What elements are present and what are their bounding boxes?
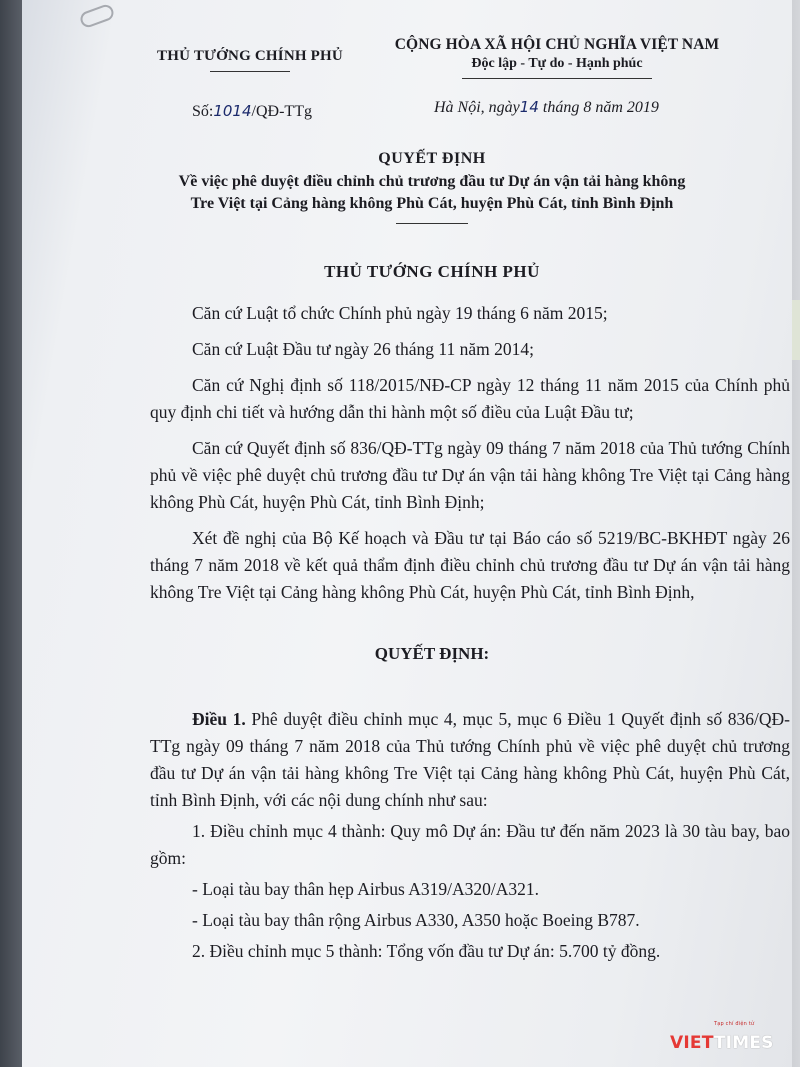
article-1-intro-text: Phê duyệt điều chỉnh mục 4, mục 5, mục 6 Điều 1 Quyết định số 836/QĐ-TTg ngày 09 tháng 7 năm 2018 của Thủ tướng Chính phủ về việc phê duyệt chủ trương đầu tư Dự án vận tải hàng không Tre Việt tại Cảng hàng không Phù Cát, huyện Phù Cát, tỉnh Bình Định, với các nội dung chính như sau: [150,709,791,810]
article-1 [150,706,790,969]
document-subject-line-1: Về việc phê duyệt điều chỉnh chủ trương đầu tư Dự án vận tải hàng không [178,173,686,190]
national-header [382,36,732,79]
authority-heading: THỦ TƯỚNG CHÍNH PHỦ [324,262,540,281]
date-prefix: Hà Nội, ngày [434,99,520,116]
date-day-handwritten: 14 [519,98,539,116]
document-number-suffix: /QĐ-TTg [251,103,312,120]
logo-wordmark-viet: VIET [670,1033,714,1053]
article-1-bullet-1: - Loại tàu bay thân hẹp Airbus A319/A320/A321. [192,879,540,899]
logo-wordmark [670,1033,774,1053]
article-1-item-2: 2. Điều chỉnh mục 5 thành: Tổng vốn đầu tư Dự án: 5.700 tỷ đồng. [192,941,661,961]
document-page [22,0,792,1067]
title-underline [396,223,468,224]
document-number-prefix: Số: [192,103,214,120]
national-motto: Độc lập - Tự do - Hạnh phúc [471,56,643,71]
issuing-authority [150,48,350,72]
logo-wordmark-times: TIMES [713,1033,774,1053]
legal-basis: Căn cứ Quyết định số 836/QĐ-TTg ngày 09 tháng 7 năm 2018 của Thủ tướng Chính phủ về việc phê duyệt chủ trương đầu tư Dự án vận tải hàng không Tre Việt tại Cảng hàng không Phù Cát, huyện Phù Cát, tỉnh Bình Định; [150,438,790,512]
header-left-underline [210,71,290,72]
logo-tagline: Tạp chí điện tử [714,1021,755,1027]
legal-basis: Căn cứ Luật tổ chức Chính phủ ngày 19 tháng 6 năm 2015; [192,303,608,323]
article-1-intro [150,706,790,814]
date-suffix: tháng 8 năm 2019 [538,99,659,116]
article-1-item-1: 1. Điều chỉnh mục 4 thành: Quy mô Dự án: Đầu tư đến năm 2023 là 30 tàu bay, bao gồm: [150,821,790,868]
document-number-handwritten: 1014 [213,102,252,120]
article-1-bullet-2: - Loại tàu bay thân rộng Airbus A330, A350 hoặc Boeing B787. [192,910,640,930]
paperclip-icon [78,3,115,30]
legal-bases [150,300,790,615]
legal-basis: Căn cứ Luật Đầu tư ngày 26 tháng 11 năm 2014; [192,339,535,359]
document-type: QUYẾT ĐỊNH [378,150,486,167]
document-subject-line-2: Tre Việt tại Cảng hàng không Phù Cát, huyện Phù Cát, tỉnh Bình Định [190,195,674,212]
header-right-underline [462,78,652,79]
legal-basis: Xét đề nghị của Bộ Kế hoạch và Đầu tư tại Báo cáo số 5219/BC-BKHĐT ngày 26 tháng 7 năm 2018 về kết quả thẩm định điều chỉnh chủ trương đầu tư Dự án vận tải hàng không Tre Việt tại Cảng hàng không Phù Cát, huyện Phù Cát, tỉnh Bình Định, [150,528,790,602]
article-1-label: Điều 1. [192,709,246,729]
decision-heading: QUYẾT ĐỊNH: [374,644,490,663]
viettimes-logo [670,1019,790,1057]
document-number [192,102,312,121]
issuing-authority-name: THỦ TƯỚNG CHÍNH PHỦ [157,48,343,64]
place-and-date [434,98,659,117]
national-title: CỘNG HÒA XÃ HỘI CHỦ NGHĨA VIỆT NAM [394,36,720,53]
document-title [122,150,742,224]
legal-basis: Căn cứ Nghị định số 118/2015/NĐ-CP ngày 12 tháng 11 năm 2015 của Chính phủ quy định chi tiết và hướng dẫn thi hành một số điều của Luật Đầu tư; [150,375,790,422]
